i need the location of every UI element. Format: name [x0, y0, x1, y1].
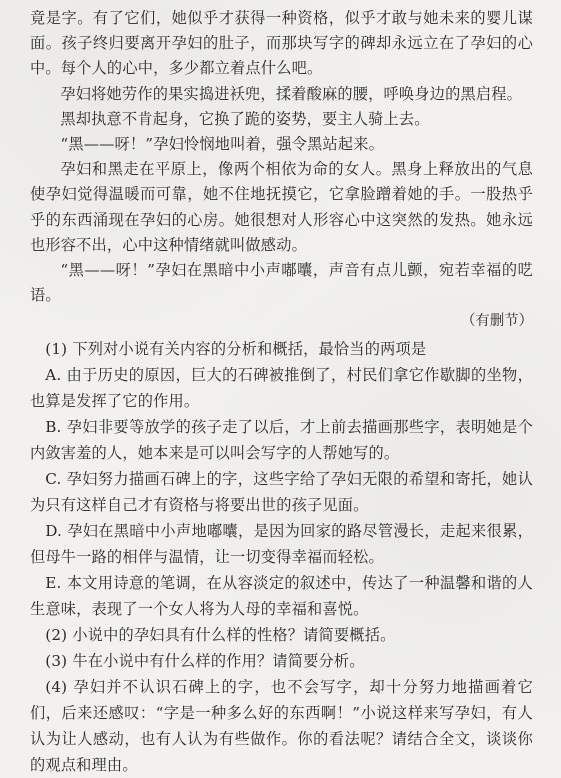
option-a: A. 由于历史的原因，巨大的石碑被推倒了，村民们拿它作歇脚的坐物，也算是发挥了它的作用。 [30, 366, 533, 411]
story-passage [30, 6, 533, 308]
question-4: (4) 孕妇并不认识石碑上的字，也不会写字，却十分努力地描画着它们，后来还感叹：“字是一种多么好的东西啊！”小说这样来写孕妇，有人认为让人感动，也有人认为有些做作。你的看法呢？请结合全文，谈谈你的观点和理由。 [30, 678, 533, 775]
question-1-stem: (1) 下列对小说有关内容的分析和概括，最恰当的两项是 [45, 340, 427, 359]
passage-paragraph: 黑却执意不肯起身，它换了跪的姿势，要主人骑上去。 [60, 109, 430, 128]
option-d: D. 孕妇在黑暗中小声地嘟囔，是因为回家的路尽管漫长，走起来很累，但母牛一路的相伴与温情，让一切变得幸福而轻松。 [30, 522, 533, 567]
option-e: E. 本文用诗意的笔调，在从容淡定的叙述中，传达了一种温馨和谐的人生意味，表现了一个女人将为人母的幸福和喜悦。 [30, 574, 533, 619]
option-c: C. 孕妇努力描画石碑上的字，这些字给了孕妇无限的希望和寄托，她认为只有这样自己才有资格与将要出世的孩子见面。 [30, 470, 533, 515]
passage-paragraph: 孕妇将她劳作的果实捣进袄兜，揉着酸麻的腰，呼唤身边的黑启程。 [60, 84, 523, 103]
passage-paragraph: “黑——呀！”孕妇在黑暗中小声嘟囔，声音有点儿颤，宛若幸福的呓语。 [30, 261, 533, 305]
passage-paragraph: “黑——呀！”孕妇怜悯地叫着，强令黑站起来。 [60, 135, 385, 154]
passage-paragraph: 孕妇和黑走在平原上，像两个相依为命的女人。黑身上释放出的气息使孕妇觉得温暖而可靠，她不住地抚摸它，它拿脸蹭着她的手。一股热乎乎的东西涌现在孕妇的心房。她很想对人形容心中这突然的发热。她永远也形容不出，心中这种情绪就叫做感动。 [30, 160, 533, 254]
option-b: B. 孕妇非要等放学的孩子走了以后，才上前去描画那些字，表明她是个内敛害羞的人，她本来是可以叫会写字的人帮她写的。 [30, 418, 533, 463]
passage-paragraph: 竟是字。有了它们，她似乎才获得一种资格，似乎才敢与她未来的婴儿谋面。孩子终归要离开孕妇的肚子，而那块写字的碑却永远立在了孕妇的心中。每个人的心中，多少都立着点什么吧。 [30, 9, 533, 78]
question-2: (2) 小说中的孕妇具有什么样的性格？请简要概括。 [45, 626, 396, 645]
question-3: (3) 牛在小说中有什么样的作用？请简要分析。 [45, 652, 365, 671]
abridged-note: （有删节） [461, 313, 533, 330]
